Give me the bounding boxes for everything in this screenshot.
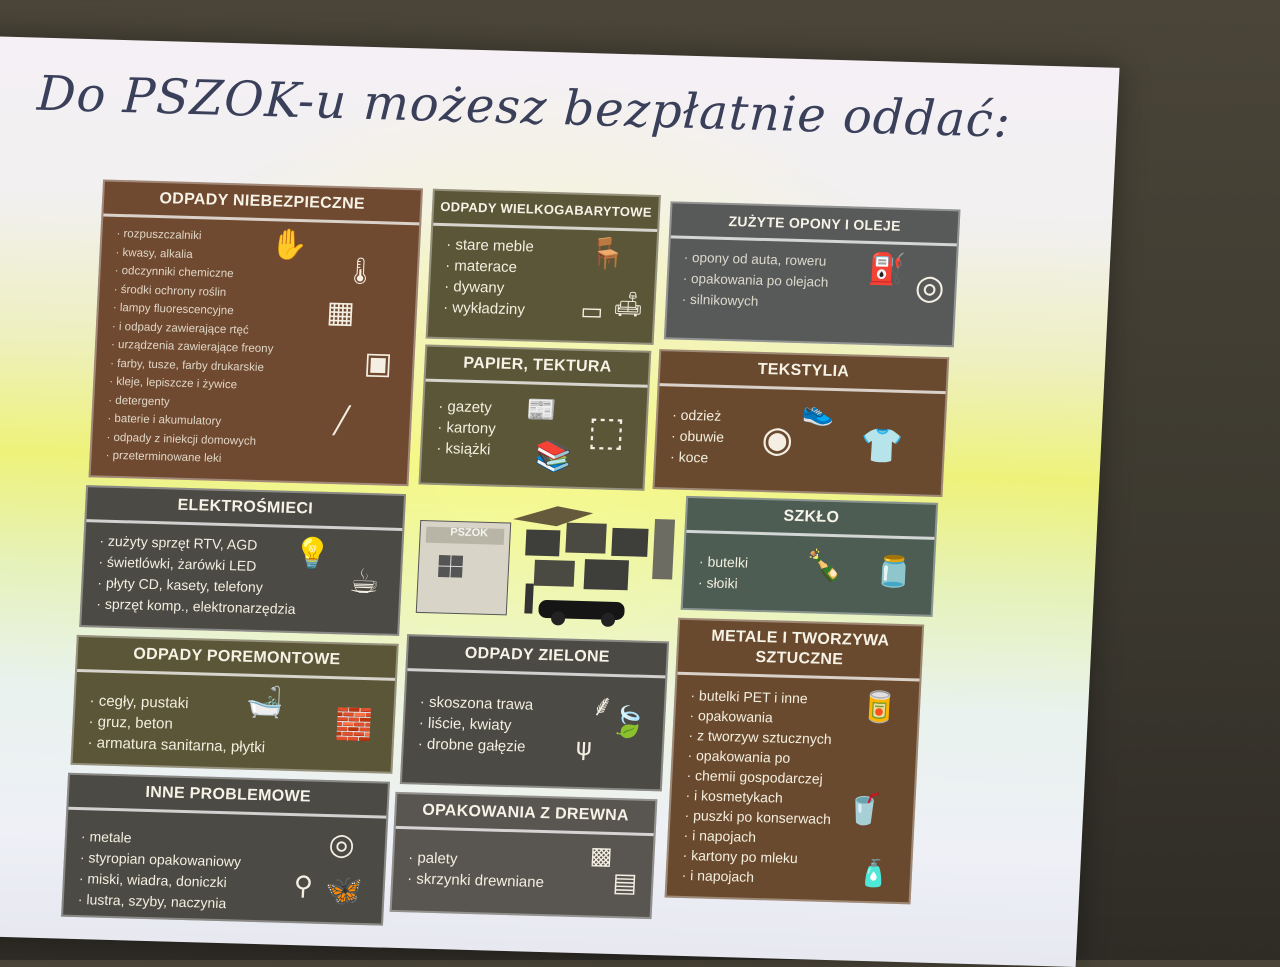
list-item: · odzież: [672, 404, 935, 432]
jar-icon: 🫙: [874, 554, 914, 591]
list-item: · gruz, beton: [88, 711, 383, 740]
list-item: · zużyty sprzęt RTV, AGD: [99, 531, 392, 560]
list-opony: [667, 238, 957, 323]
list-item: · wykładziny: [443, 297, 644, 324]
box-poremontowe: [70, 635, 398, 774]
branch-icon: ⸙: [590, 688, 615, 724]
list-item: · książki: [436, 438, 635, 465]
pallet-icon: ▤: [611, 868, 638, 899]
box-tekstylia: [653, 349, 950, 497]
bulb-icon: 💡: [292, 535, 332, 572]
oil-can-icon: ⛽: [867, 251, 907, 288]
kettle-icon: ☕: [348, 561, 381, 603]
newspaper-icon: 📰: [525, 395, 557, 425]
slide-title: Do PSZOK-u możesz bezpłatnie oddać:: [35, 65, 1013, 149]
carpet-roll-icon: ◉: [760, 419, 795, 461]
header-drewno: OPAKOWANIA Z DREWNA: [396, 794, 656, 836]
list-item: · gazety: [438, 396, 637, 423]
tire-icon: ◎: [913, 267, 946, 309]
box-icon: ⬚: [586, 408, 627, 456]
header-inne: INNE PROBLEMOWE: [68, 775, 388, 819]
box-drewno: [390, 792, 658, 919]
shoe-icon: 👟: [801, 397, 836, 428]
can-icon: 🥫: [859, 689, 899, 726]
list-item: · dywany: [444, 276, 645, 303]
butterfly-icon: 🦋: [324, 872, 364, 909]
box-metale: [665, 618, 925, 905]
list-item: · butelki: [698, 551, 923, 578]
list-item: · palety: [408, 847, 643, 875]
crate-icon: ▩: [589, 841, 614, 870]
list-item: · z tworzyw sztucznych: [688, 725, 907, 751]
header-poremontowe: ODPADY POREMONTOWE: [77, 637, 397, 681]
header-zielone: ODPADY ZIELONE: [407, 636, 667, 678]
list-item: · lampy fluorescencyjne: [112, 299, 405, 326]
sofa-icon: 🛋: [612, 289, 645, 319]
list-item: · opakowania po olejach: [682, 268, 945, 296]
list-item: · i napojach: [683, 825, 902, 851]
bottle-icon: 🍾: [804, 548, 844, 585]
list-item: · miski, wiadra, doniczki: [78, 868, 373, 897]
box-wielkogabarytowe: [426, 189, 661, 345]
glove-icon: ✋: [269, 227, 309, 264]
list-item: · środki ochrony roślin: [113, 280, 406, 307]
list-item: · i napojach: [681, 865, 900, 891]
box-inne: [61, 773, 390, 926]
thermometer-icon: 🌡: [343, 256, 378, 288]
list-item: · detergenty: [108, 391, 401, 418]
mattress-icon: ▭: [579, 296, 604, 326]
list-item: · skrzynki drewniane: [407, 868, 642, 896]
header-wielkogabarytowe: ODPADY WIELKOGABARYTOWE: [433, 191, 659, 232]
bathtub-icon: 🛁: [245, 684, 285, 721]
tshirt-icon: 👕: [859, 425, 904, 467]
plastic-bottle-icon: 🧴: [856, 858, 891, 890]
list-item: · skoszona trawa: [419, 692, 654, 720]
header-opony: ZUŻYTE OPONY I OLEJE: [671, 203, 959, 246]
list-item: · styropian opakowaniowy: [79, 847, 374, 876]
grass-icon: ψ: [575, 732, 593, 762]
list-item: · puszki po konserwach: [684, 805, 903, 831]
list-item: · obuwie: [671, 425, 934, 453]
list-item: · sprzęt komp., elektronarzędzia: [96, 593, 389, 622]
list-item: · stare meble: [446, 234, 647, 261]
lamp-icon: ⚲: [292, 871, 314, 902]
list-item: · opakowania po: [687, 745, 906, 771]
box-opony: [664, 201, 961, 347]
box-niebezpieczne: [89, 179, 423, 486]
list-item: · drobne gałęzie: [417, 734, 652, 762]
list-item: · odczynniki chemiczne: [114, 262, 407, 289]
pszok-building-icon: [412, 492, 680, 631]
list-item: · chemii gospodarczej: [686, 765, 905, 791]
header-niebezpieczne: ODPADY NIEBEZPIECZNE: [103, 182, 421, 226]
header-metale-line2: SZTUCZNE: [755, 648, 844, 669]
list-item: · kartony po mleku: [682, 845, 901, 871]
list-item: · baterie i akumulatory: [107, 410, 400, 437]
cd-icon: ◎: [327, 827, 356, 863]
pills-icon: ▦: [325, 294, 356, 331]
header-elektrosmieci: ELEKTROŚMIECI: [86, 487, 404, 531]
list-item: · metale: [80, 826, 375, 855]
chair-icon: 🪑: [587, 236, 627, 273]
box-papier: [419, 345, 652, 491]
list-item: · kleje, lepiszcze i żywice: [109, 373, 402, 400]
cup-icon: 🥤: [844, 791, 884, 828]
list-item: · farby, tusze, farby drukarskie: [110, 354, 403, 381]
list-item: · butelki PET i inne: [690, 685, 909, 711]
list-item: · silnikowych: [681, 289, 944, 317]
projected-slide: [0, 36, 1120, 967]
list-item: · kwasy, alkalia: [115, 243, 408, 270]
books-icon: 📚: [533, 438, 573, 475]
box-szklo: [681, 496, 938, 617]
list-item: · rozpuszczalniki: [116, 225, 409, 252]
list-item: · armatura sanitarna, płytki: [87, 732, 382, 761]
list-item: · kartony: [437, 417, 636, 444]
list-item: · odpady z iniekcji domowych: [106, 428, 399, 455]
header-szklo: SZKŁO: [686, 498, 936, 540]
list-item: · i odpady zawierające rtęć: [111, 317, 404, 344]
list-item: · świetlówki, żarówki LED: [98, 552, 391, 581]
pszok-sign: PSZOK: [449, 526, 489, 540]
paint-can-icon: ▣: [363, 345, 394, 382]
header-papier: PAPIER, TEKTURA: [426, 347, 650, 388]
leaf-icon: 🍃: [608, 704, 648, 741]
box-elektrosmieci: [79, 485, 406, 636]
list-item: · liście, kwiaty: [418, 713, 653, 741]
list-item: · przeterminowane leki: [105, 447, 398, 474]
list-item: · lustra, szyby, naczynia: [77, 889, 372, 918]
list-item: · płyty CD, kasety, telefony: [97, 573, 390, 602]
list-item: · materace: [445, 255, 646, 282]
header-metale: [677, 620, 922, 682]
syringe-icon: ╱: [333, 406, 351, 437]
list-item: · koce: [670, 446, 933, 474]
list-item: · opakowania: [689, 705, 908, 731]
bricks-icon: 🧱: [334, 707, 374, 744]
list-item: · opony od auta, roweru: [683, 247, 946, 275]
list-item: · cegły, pustaki: [89, 690, 384, 719]
header-metale-line1: METALE I TWORZYWA: [710, 627, 890, 650]
box-zielone: [400, 634, 669, 791]
header-tekstylia: TEKSTYLIA: [660, 351, 948, 394]
list-item: · urządzenia zawierające freony: [111, 336, 404, 363]
list-item: · słoiki: [697, 572, 922, 599]
list-item: · i kosmetykach: [685, 785, 904, 811]
pszok-illustration: [412, 492, 680, 631]
